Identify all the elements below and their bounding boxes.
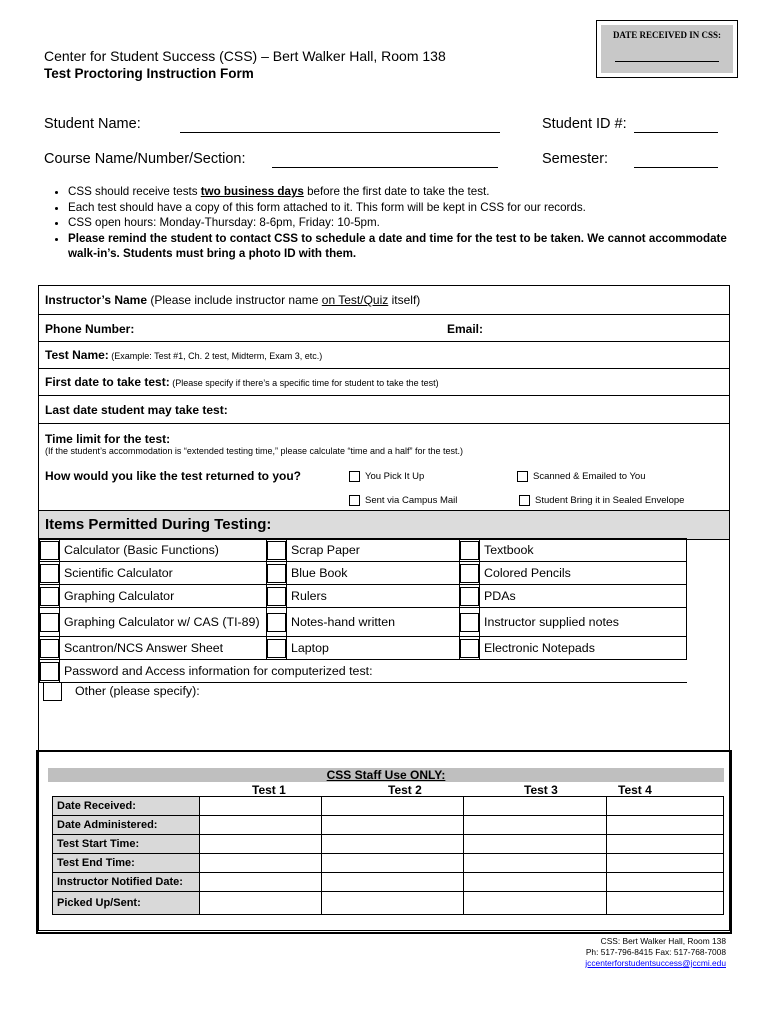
checkbox-icon[interactable]	[267, 639, 286, 658]
test-name-label: Test Name:	[45, 348, 109, 362]
time-limit-label: Time limit for the test:	[45, 432, 171, 446]
item-checkbox[interactable]	[40, 608, 60, 637]
item-label: Graphing Calculator w/ CAS (TI-89)	[60, 608, 267, 637]
checkbox-icon[interactable]	[40, 613, 59, 632]
item-checkbox[interactable]	[460, 562, 480, 585]
email-label: Email:	[447, 322, 484, 336]
other-text-area[interactable]	[69, 702, 729, 748]
staff-cell[interactable]	[322, 835, 464, 854]
staff-cell[interactable]	[200, 892, 322, 915]
item-label: Laptop	[287, 637, 460, 660]
checkbox-icon[interactable]	[519, 495, 530, 506]
checkbox-icon[interactable]	[517, 471, 528, 482]
test-name-row[interactable]	[39, 342, 729, 369]
form-title: Test Proctoring Instruction Form	[44, 66, 254, 81]
checkbox-icon[interactable]	[460, 613, 479, 632]
staff-row-label: Date Received:	[53, 797, 200, 816]
checkbox-icon[interactable]	[349, 495, 360, 506]
instruction-emphasis: two business days	[200, 185, 304, 198]
item-checkbox[interactable]	[267, 539, 287, 562]
item-label: Notes-hand written	[287, 608, 460, 637]
item-label: Rulers	[287, 585, 460, 608]
semester-field[interactable]	[634, 153, 718, 168]
staff-cell[interactable]	[464, 797, 607, 816]
footer-contact	[585, 936, 726, 969]
other-label: Other (please specify):	[75, 684, 200, 698]
staff-table	[52, 796, 724, 915]
item-checkbox[interactable]	[460, 539, 480, 562]
staff-cell[interactable]	[464, 816, 607, 835]
item-checkbox[interactable]	[460, 585, 480, 608]
staff-cell[interactable]	[322, 797, 464, 816]
last-date-label: Last date student may take test:	[45, 403, 228, 417]
first-date-note: (Please specify if there’s a specific time for student to take the test)	[169, 378, 439, 388]
item-label: PDAs	[480, 585, 687, 608]
student-name-label: Student Name:	[44, 116, 141, 132]
staff-row-label: Picked Up/Sent:	[53, 892, 200, 915]
table-row	[53, 816, 724, 835]
item-label: Scantron/NCS Answer Sheet	[60, 637, 267, 660]
table-row	[40, 660, 687, 683]
staff-use-section	[36, 750, 732, 934]
item-checkbox[interactable]	[267, 562, 287, 585]
instructor-note: (Please include instructor name	[147, 293, 322, 307]
item-checkbox[interactable]	[267, 608, 287, 637]
staff-cell[interactable]	[464, 873, 607, 892]
item-label: Colored Pencils	[480, 562, 687, 585]
instruction-text: before the first date to take the test.	[303, 185, 490, 198]
items-header	[39, 510, 729, 540]
semester-label: Semester:	[542, 151, 609, 167]
table-row	[40, 608, 687, 637]
item-checkbox[interactable]	[267, 637, 287, 660]
staff-title: CSS Staff Use ONLY:	[326, 768, 446, 782]
option-label: Sent via Campus Mail	[365, 495, 458, 507]
other-checkbox[interactable]	[43, 682, 62, 701]
item-label: Electronic Notepads	[480, 637, 687, 660]
instructor-label: Instructor’s Name	[45, 293, 148, 307]
staff-cell[interactable]	[200, 873, 322, 892]
item-checkbox[interactable]	[460, 637, 480, 660]
staff-cell[interactable]	[607, 835, 724, 854]
student-id-label: Student ID #:	[542, 116, 627, 132]
items-table	[39, 538, 687, 683]
option-label: You Pick It Up	[365, 471, 425, 483]
instruction-item: • Each test should have a copy of this form attached to it. This form will be kept in CSS for our records.	[68, 200, 728, 216]
checkbox-icon[interactable]	[460, 587, 479, 606]
staff-cell[interactable]	[200, 854, 322, 873]
student-name-field[interactable]	[180, 118, 500, 133]
instructor-row[interactable]	[39, 286, 729, 315]
staff-cell[interactable]	[607, 873, 724, 892]
checkbox-icon[interactable]	[40, 587, 59, 606]
checkbox-icon[interactable]	[460, 541, 479, 560]
phone-label: Phone Number:	[45, 322, 135, 336]
test-name-note: (Example: Test #1, Ch. 2 test, Midterm, Exam 3, etc.)	[108, 351, 323, 361]
table-row	[40, 539, 687, 562]
instructor-note: itself)	[388, 293, 421, 307]
footer-address: CSS: Bert Walker Hall, Room 138	[600, 936, 726, 946]
course-label: Course Name/Number/Section:	[44, 151, 246, 167]
table-row	[40, 562, 687, 585]
first-date-label: First date to take test:	[45, 375, 170, 389]
last-date-row[interactable]	[39, 396, 729, 424]
table-row	[53, 835, 724, 854]
staff-cell[interactable]	[200, 835, 322, 854]
item-label: Calculator (Basic Functions)	[60, 539, 267, 562]
checkbox-icon[interactable]	[460, 564, 479, 583]
table-row	[40, 585, 687, 608]
return-option-mail[interactable]	[349, 495, 457, 506]
staff-cell[interactable]	[322, 816, 464, 835]
item-label: Scientific Calculator	[60, 562, 267, 585]
item-checkbox[interactable]	[40, 660, 60, 683]
time-limit-row[interactable]	[39, 424, 729, 462]
instruction-item: • Please remind the student to contact CSS to schedule a date and time for the test to be taken. We cannot accommodate walk-in’s. Students must bring a photo ID with them.	[68, 231, 728, 262]
checkbox-icon[interactable]	[40, 564, 59, 583]
checkbox-icon[interactable]	[40, 541, 59, 560]
instructions-list	[44, 184, 728, 262]
staff-cell[interactable]	[464, 854, 607, 873]
footer-email-link[interactable]: jccenterforstudentsuccess@jccmi.edu	[585, 958, 726, 968]
test-3-heading: Test 3	[524, 783, 558, 797]
first-date-row[interactable]	[39, 369, 729, 396]
item-checkbox[interactable]	[460, 608, 480, 637]
item-label: Instructor supplied notes	[480, 608, 687, 637]
item-checkbox[interactable]	[40, 539, 60, 562]
table-row	[53, 892, 724, 915]
table-row	[40, 637, 687, 660]
item-checkbox[interactable]	[40, 637, 60, 660]
staff-cell[interactable]	[607, 892, 724, 915]
instruction-text: CSS should receive tests	[68, 185, 201, 198]
option-label: Student Bring it in Sealed Envelope	[535, 495, 685, 507]
item-label: Scrap Paper	[287, 539, 460, 562]
table-row	[53, 854, 724, 873]
item-label: Blue Book	[287, 562, 460, 585]
option-label: Scanned & Emailed to You	[533, 471, 646, 483]
test-4-heading: Test 4	[618, 783, 652, 797]
instructor-note-underline: on Test/Quiz	[321, 293, 389, 307]
staff-cell[interactable]	[200, 816, 322, 835]
staff-cell[interactable]	[322, 854, 464, 873]
staff-row-label: Instructor Notified Date:	[53, 873, 200, 892]
date-received-line[interactable]	[615, 61, 719, 62]
table-row	[53, 873, 724, 892]
staff-cell[interactable]	[322, 873, 464, 892]
staff-cell[interactable]	[607, 854, 724, 873]
return-option-email[interactable]	[517, 471, 646, 482]
items-title: Items Permitted During Testing:	[45, 516, 272, 533]
footer-phone-fax: Ph: 517-796-8415 Fax: 517-768-7008	[585, 947, 726, 957]
date-received-label: DATE RECEIVED IN CSS:	[612, 30, 722, 40]
table-row	[53, 797, 724, 816]
instruction-item: • CSS open hours: Monday-Thursday: 8-6pm, Friday: 10-5pm.	[68, 215, 728, 231]
staff-row-label: Test Start Time:	[53, 835, 200, 854]
staff-cell[interactable]	[322, 892, 464, 915]
staff-cell[interactable]	[464, 835, 607, 854]
item-checkbox[interactable]	[267, 585, 287, 608]
student-id-field[interactable]	[634, 118, 718, 133]
checkbox-icon[interactable]	[267, 541, 286, 560]
date-received-box	[596, 20, 738, 78]
return-option-pickup[interactable]	[349, 471, 424, 482]
instruction-item	[68, 184, 728, 200]
test-1-heading: Test 1	[252, 783, 286, 797]
staff-cell[interactable]	[200, 797, 322, 816]
staff-row-label: Test End Time:	[53, 854, 200, 873]
phone-email-row[interactable]	[39, 315, 729, 342]
checkbox-icon[interactable]	[40, 639, 59, 658]
item-label: Graphing Calculator	[60, 585, 267, 608]
checkbox-icon[interactable]	[460, 639, 479, 658]
item-label: Textbook	[480, 539, 687, 562]
item-checkbox[interactable]	[40, 562, 60, 585]
staff-cell[interactable]	[607, 797, 724, 816]
time-limit-note: (If the student’s accommodation is “extended testing time,” please calculate “time and a half” for the test.)	[45, 446, 464, 456]
test-2-heading: Test 2	[388, 783, 422, 797]
return-row	[39, 462, 729, 510]
course-field[interactable]	[272, 153, 498, 168]
password-info-label: Password and Access information for computerized test:	[60, 660, 687, 683]
checkbox-icon[interactable]	[267, 564, 286, 583]
staff-cell[interactable]	[464, 892, 607, 915]
checkbox-icon[interactable]	[267, 587, 286, 606]
header-location: Center for Student Success (CSS) – Bert Walker Hall, Room 138	[44, 48, 446, 64]
staff-header	[48, 768, 724, 782]
return-question: How would you like the test returned to you?	[45, 469, 302, 483]
staff-cell[interactable]	[607, 816, 724, 835]
staff-row-label: Date Administered:	[53, 816, 200, 835]
checkbox-icon[interactable]	[267, 613, 286, 632]
item-checkbox[interactable]	[40, 585, 60, 608]
checkbox-icon[interactable]	[349, 471, 360, 482]
checkbox-icon[interactable]	[40, 662, 59, 681]
return-option-envelope[interactable]	[519, 495, 684, 506]
